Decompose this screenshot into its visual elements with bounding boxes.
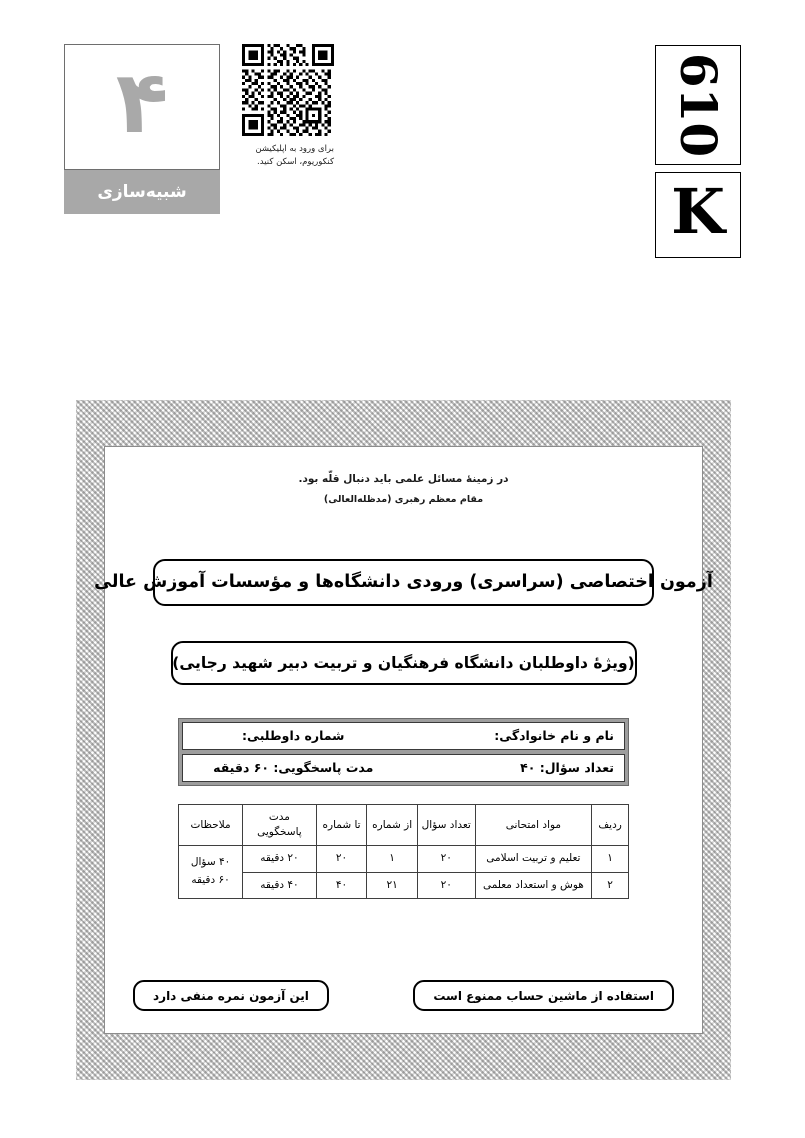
cell-row-number: ۱ [592, 846, 629, 872]
exam-summary-row [182, 754, 625, 782]
header-count: تعداد سؤال [417, 804, 475, 845]
table-row [179, 846, 629, 872]
header-from: از شماره [367, 804, 418, 845]
exam-cover-inner [94, 446, 713, 1034]
cell-remarks [179, 846, 243, 898]
qr-code-icon [242, 44, 334, 136]
exam-title: آزمون اختصاصی (سراسری) ورودی دانشگاه‌ها و مؤسسات آموزش عالی [94, 572, 713, 593]
header-to: تا شماره [316, 804, 367, 845]
subjects-table [178, 804, 629, 899]
table-header-row [179, 804, 629, 845]
booklet-code-box [655, 45, 741, 165]
negative-marking-notice [133, 980, 329, 1011]
exam-subtitle-box [171, 641, 637, 685]
exam-subtitle: (ویژۀ داوطلبان دانشگاه فرهنگیان و تربیت دبیر شهید رجایی) [172, 653, 635, 672]
booklet-code: 610 [669, 52, 728, 158]
qr-caption-line-1: برای ورود به اپلیکیشن [255, 144, 334, 154]
cell-to: ۴۰ [316, 872, 367, 898]
candidate-name-label: نام و نام خانوادگی: [494, 728, 614, 744]
question-count-label: تعداد سؤال: ۴۰ [520, 760, 614, 776]
logo-band-label: شبیه‌سازی [97, 182, 187, 202]
calculator-forbidden-notice [413, 980, 674, 1011]
table-row [179, 872, 629, 898]
cell-from: ۱ [367, 846, 418, 872]
remarks-line-1: ۴۰ سؤال [190, 856, 231, 869]
cell-from: ۲۱ [367, 872, 418, 898]
remarks-line-2: ۶۰ دقیقه [191, 874, 230, 887]
candidate-identity-row[interactable] [182, 722, 625, 750]
logo-numeral: ۴ [115, 53, 169, 153]
quote-attribution: مقام معظم رهبری (مدظله‌العالی) [323, 493, 484, 505]
cell-duration: ۴۰ دقیقه [243, 872, 317, 898]
cell-count: ۲۰ [417, 872, 475, 898]
leader-quote [133, 471, 674, 507]
duration-label: مدت پاسخگویی: ۶۰ دقیقه [213, 760, 374, 776]
cell-subject: تعلیم و تربیت اسلامی [475, 846, 592, 872]
header-duration: مدت پاسخگویی [243, 804, 317, 845]
logo-band [64, 170, 220, 214]
booklet-code-block [655, 45, 741, 258]
qr-caption [238, 143, 334, 169]
quote-text: در زمینۀ مسائل علمی باید دنبال قلّه بود. [298, 473, 509, 485]
booklet-letter-box [655, 172, 741, 258]
header-remarks: ملاحظات [179, 804, 243, 845]
candidate-info-box [178, 718, 629, 786]
header-subject: مواد امتحانی [475, 804, 592, 845]
candidate-number-label: شماره داوطلبی: [242, 728, 345, 744]
exam-title-box [94, 559, 713, 606]
negative-marking-label: این آزمون نمره منفی دارد [153, 988, 309, 1003]
qr-caption-line-2: کنکوریوم، اسکن کنید. [257, 156, 334, 167]
cell-subject: هوش و استعداد معلمی [475, 872, 592, 898]
qr-block [238, 44, 334, 169]
cell-duration: ۲۰ دقیقه [243, 846, 317, 872]
exam-cover-frame [76, 400, 731, 1080]
logo-numeral-box [64, 44, 220, 170]
booklet-letter: K [671, 175, 725, 248]
publisher-logo-block [64, 44, 222, 214]
calculator-forbidden-label: استفاده از ماشین حساب ممنوع است [433, 988, 654, 1003]
notices-row [133, 980, 674, 1011]
header-row-number: ردیف [592, 804, 629, 845]
cell-to: ۲۰ [316, 846, 367, 872]
cell-count: ۲۰ [417, 846, 475, 872]
cell-row-number: ۲ [592, 872, 629, 898]
